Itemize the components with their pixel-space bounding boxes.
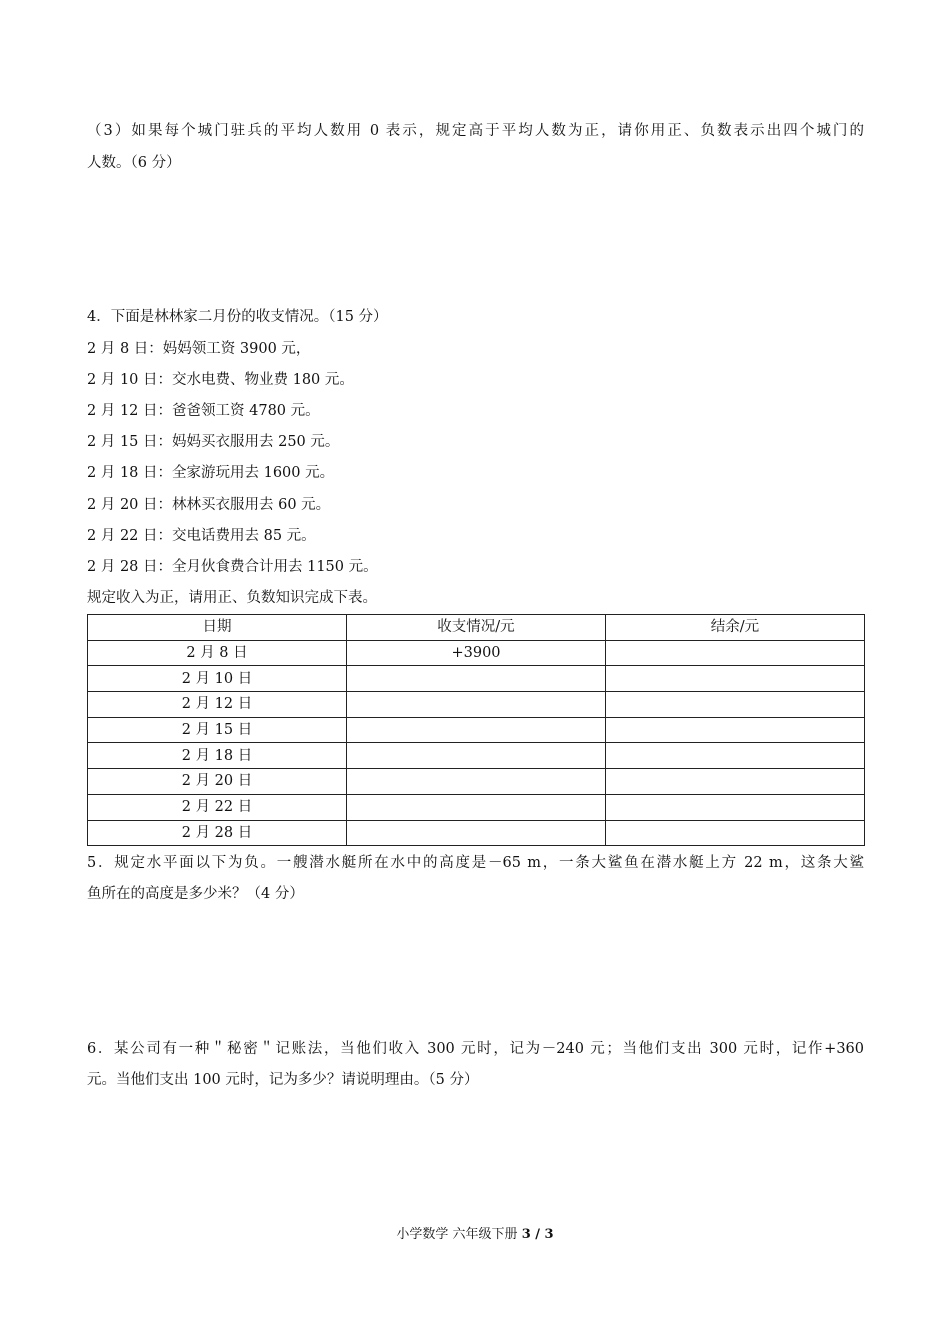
amount-cell [347,794,606,820]
q6-line-2: 元。当他们支出 100 元时，记为多少？请说明理由。（5 分） [87,1072,479,1088]
income-expense-table [87,614,865,846]
q4-entry: 2 月 8 日：妈妈领工资 3900 元， [87,341,311,357]
column-header-balance: 结余/元 [606,615,865,641]
date-cell: 2 月 12 日 [88,692,347,718]
date-cell: 2 月 18 日 [88,743,347,769]
q4-entry: 2 月 15 日：妈妈买衣服用去 250 元。 [87,434,340,450]
q4-entry: 2 月 28 日：全月伙食费合计用去 1150 元。 [87,559,378,575]
table-row [88,743,865,769]
amount-cell [347,717,606,743]
amount-cell [347,666,606,692]
q6-line-1: 6．某公司有一种＂秘密＂记账法，当他们收入 300 元时，记为－240 元；当他们支出 300 元时，记作+360 [87,1041,864,1057]
amount-cell [347,769,606,795]
balance-cell [606,717,865,743]
table-row [88,640,865,666]
amount-cell [347,743,606,769]
q4-entry: 2 月 22 日：交电话费用去 85 元。 [87,528,316,544]
table-row [88,692,865,718]
column-header-date: 日期 [88,615,347,641]
column-header-amount: 收支情况/元 [347,615,606,641]
table-row [88,717,865,743]
q4-entry: 2 月 12 日：爸爸领工资 4780 元。 [87,403,320,419]
q4-title: 4．下面是林林家二月份的收支情况。（15 分） [87,309,388,325]
balance-cell [606,640,865,666]
date-cell: 2 月 28 日 [88,820,347,846]
date-cell: 2 月 8 日 [88,640,347,666]
balance-cell [606,769,865,795]
q3-line-2: 人数。（6 分） [87,155,181,171]
q3-line-1: （3）如果每个城门驻兵的平均人数用 0 表示，规定高于平均人数为正，请你用正、负数表示出四个城门的 [87,123,864,139]
date-cell: 2 月 10 日 [88,666,347,692]
page-footer [0,1226,950,1244]
table-row [88,769,865,795]
balance-cell [606,794,865,820]
amount-cell [347,820,606,846]
amount-cell: +3900 [347,640,606,666]
balance-cell [606,692,865,718]
q5-line-1: 5．规定水平面以下为负。一艘潜水艇所在水中的高度是－65 m，一条大鲨鱼在潜水艇上方 22 m，这条大鲨 [87,855,864,871]
q4-entry: 2 月 10 日：交水电费、物业费 180 元。 [87,372,354,388]
amount-cell [347,692,606,718]
footer-page-number: 3 / 3 [521,1227,554,1242]
balance-cell [606,743,865,769]
balance-cell [606,666,865,692]
table-row [88,794,865,820]
balance-cell [606,820,865,846]
table-header-row [88,615,865,641]
q4-entry: 2 月 20 日：林林买衣服用去 60 元。 [87,497,331,513]
table-row [88,820,865,846]
q4-entry: 2 月 18 日：全家游玩用去 1600 元。 [87,465,335,481]
q4-instruction: 规定收入为正，请用正、负数知识完成下表。 [87,590,377,606]
date-cell: 2 月 15 日 [88,717,347,743]
footer-subject: 小学数学 六年级下册 [396,1227,522,1242]
date-cell: 2 月 20 日 [88,769,347,795]
date-cell: 2 月 22 日 [88,794,347,820]
table-row [88,666,865,692]
q5-line-2: 鱼所在的高度是多少米？（4 分） [87,886,304,902]
